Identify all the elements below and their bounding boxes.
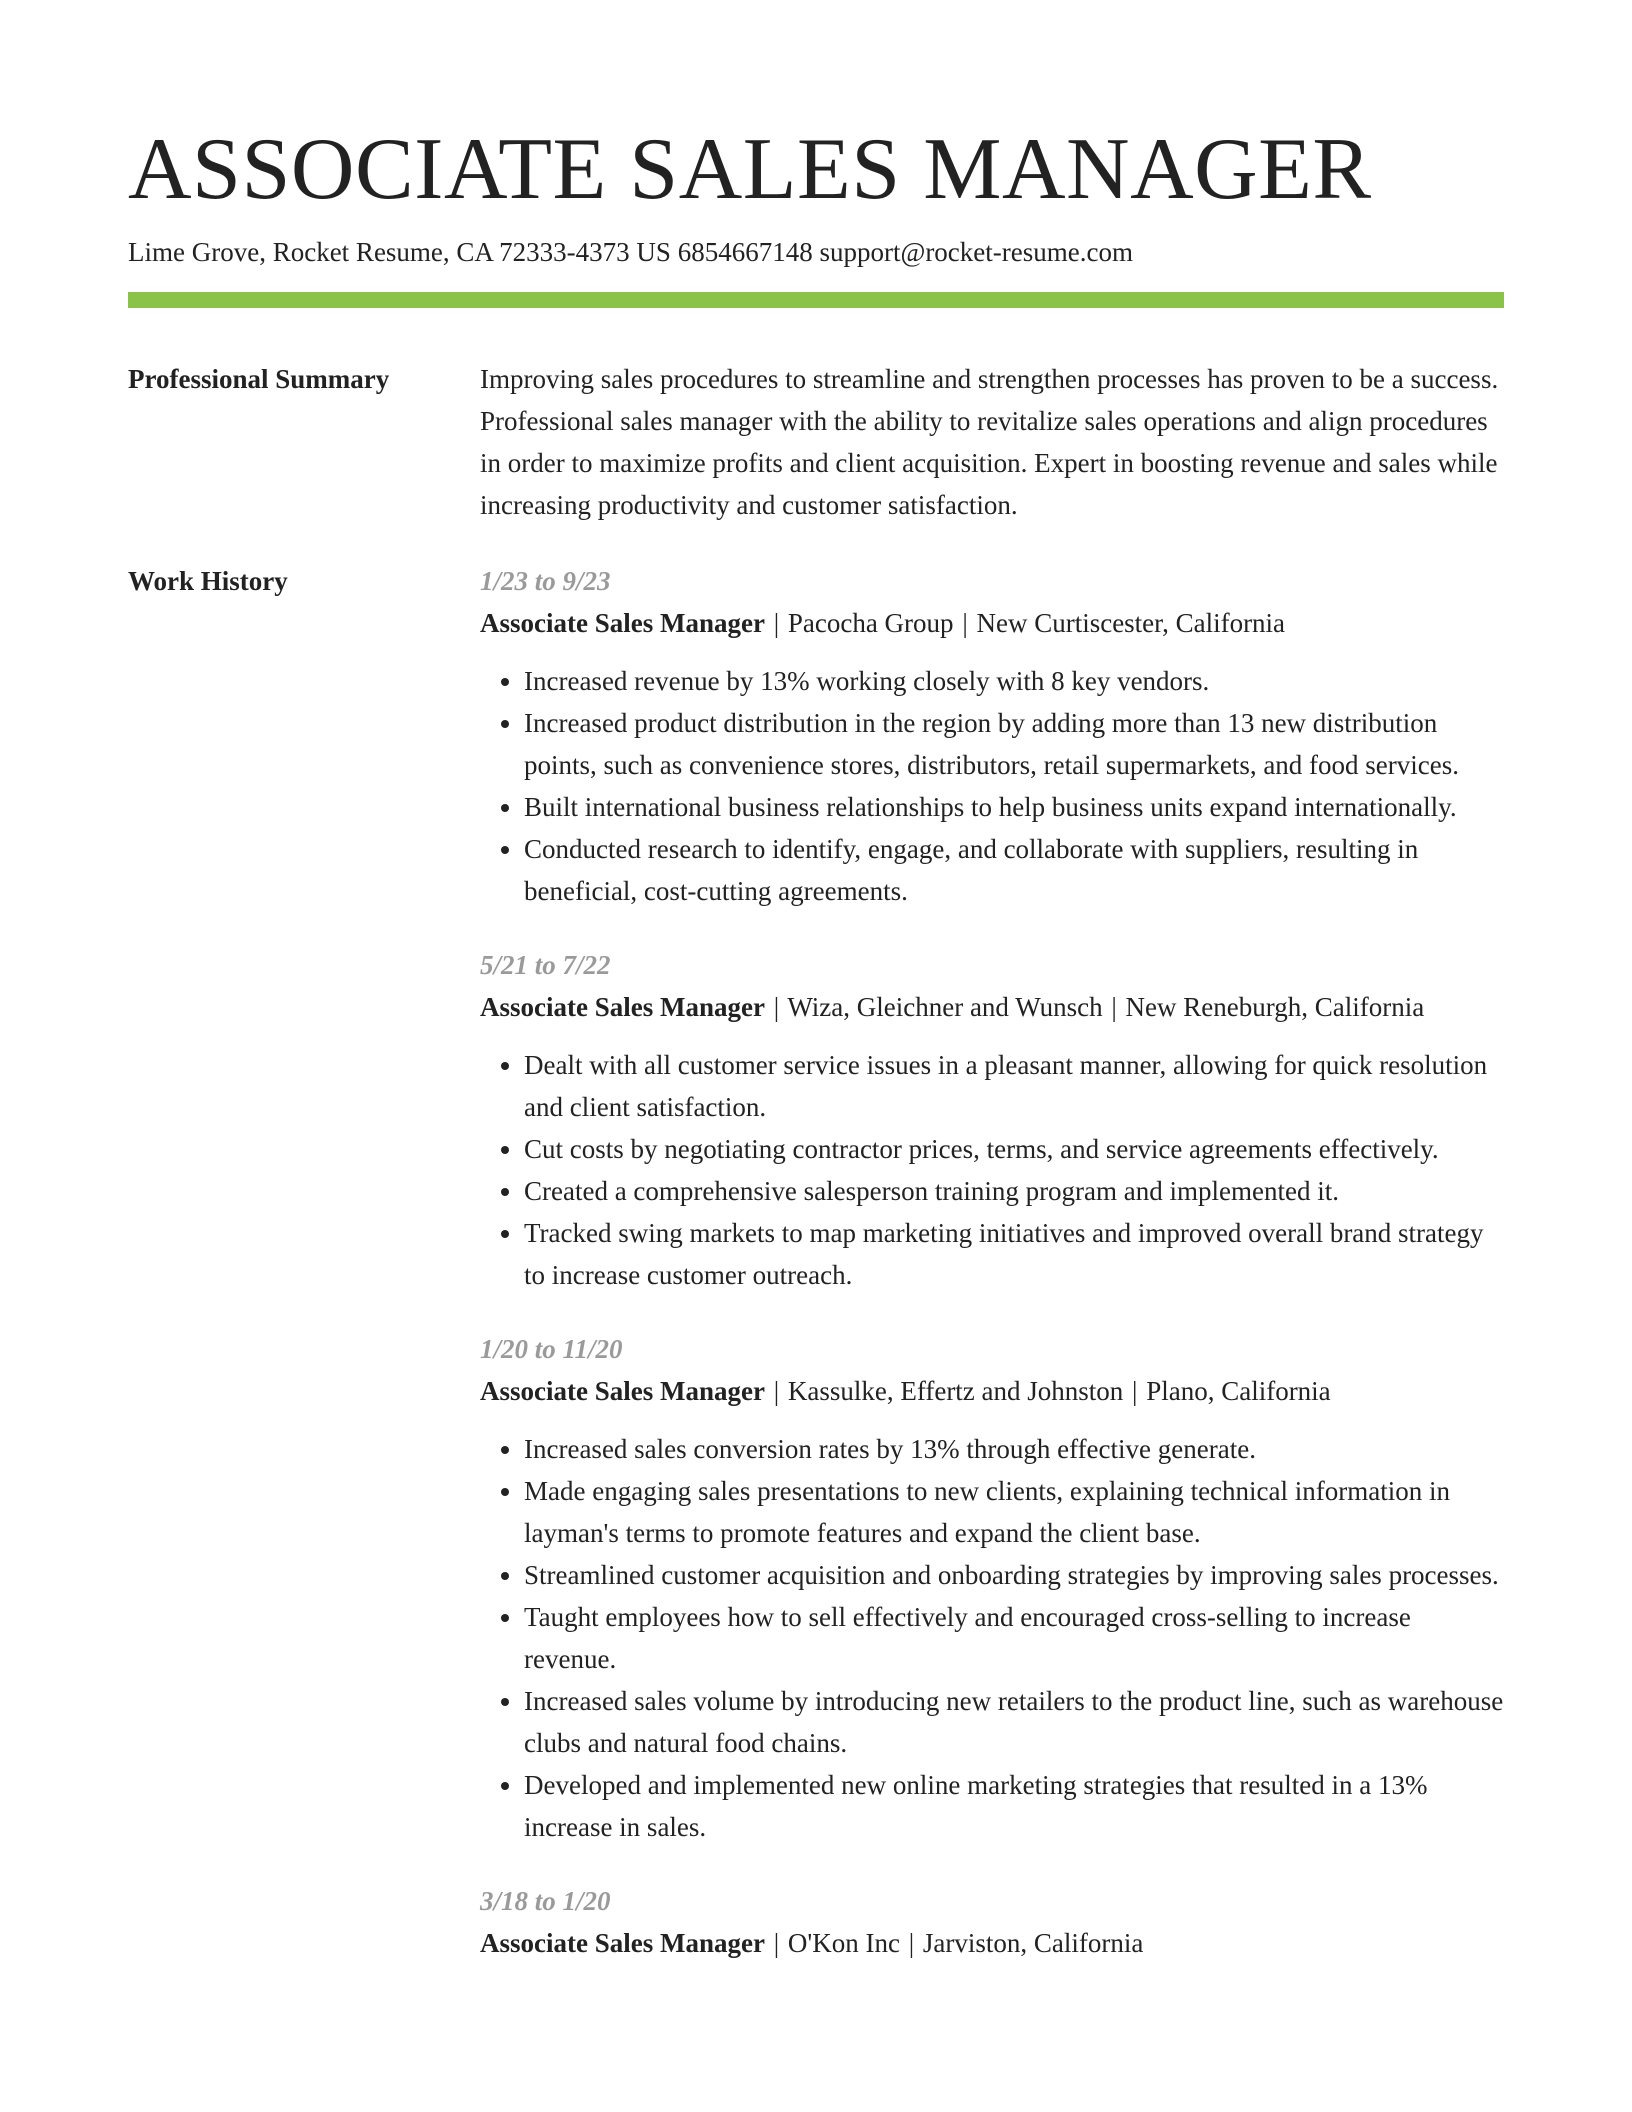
job-bullet-item: • Developed and implemented new online marketing strategies that resulted in a 13% increase in sales. [524, 1764, 1504, 1848]
job-bullet-item: • Cut costs by negotiating contractor prices, terms, and service agreements effectively. [524, 1128, 1504, 1170]
job-entry [480, 1328, 1504, 1848]
job-bullet-item: • Tracked swing markets to map marketing initiatives and improved overall brand strategy to increase customer outreach. [524, 1212, 1504, 1296]
job-bullet-item: • Increased sales volume by introducing new retailers to the product line, such as warehouse clubs and natural food chains. [524, 1680, 1504, 1764]
job-dates: 5/21 to 7/22 [480, 950, 611, 980]
job-entry [480, 560, 1504, 912]
work-history-body [480, 560, 1504, 1964]
summary-text: Improving sales procedures to streamline and strengthen processes has proven to be a success. Professional sales manager with the ability to revitalize sales operations and align procedures in order to maximize profits and client acquisition. Expert in boosting revenue and sales while increasing productivity and customer satisfaction. [480, 364, 1499, 520]
job-title: Associate Sales Manager [480, 1928, 765, 1958]
job-heading-line [480, 986, 1504, 1028]
job-title: Associate Sales Manager [480, 992, 765, 1022]
job-bullet-list [480, 1044, 1504, 1296]
job-company: O'Kon Inc [787, 1928, 900, 1958]
job-bullet-list [480, 660, 1504, 912]
job-bullet-item: • Built international business relationships to help business units expand internationally. [524, 786, 1504, 828]
job-dates: 3/18 to 1/20 [480, 1886, 611, 1916]
job-dates: 1/23 to 9/23 [480, 566, 611, 596]
job-bullet-item: • Increased revenue by 13% working closely with 8 key vendors. [524, 660, 1504, 702]
job-company: Kassulke, Effertz and Johnston [787, 1376, 1124, 1406]
job-heading-line [480, 1922, 1504, 1964]
job-location: New Curtiscester, California [976, 608, 1286, 638]
job-bullet-item: • Taught employees how to sell effectively and encouraged cross-selling to increase revenue. [524, 1596, 1504, 1680]
job-title: Associate Sales Manager [480, 1376, 765, 1406]
job-separator: | [908, 1928, 915, 1958]
job-company: Wiza, Gleichner and Wunsch [787, 992, 1103, 1022]
job-separator: | [1132, 1376, 1138, 1406]
job-bullet-item: • Dealt with all customer service issues in a pleasant manner, allowing for quick resolution and client satisfaction. [524, 1044, 1504, 1128]
resume-name-heading: ASSOCIATE SALES MANAGER [128, 121, 1372, 218]
job-location: Jarviston, California [922, 1928, 1144, 1958]
section-title-professional-summary: Professional Summary [128, 364, 390, 394]
job-bullet-item: • Streamlined customer acquisition and onboarding strategies by improving sales processes. [524, 1554, 1504, 1596]
job-bullet-item: • Conducted research to identify, engage, and collaborate with suppliers, resulting in beneficial, cost-cutting agreements. [524, 828, 1504, 912]
resume-page [128, 0, 1504, 1964]
contact-line [128, 234, 1504, 270]
job-location: Plano, California [1146, 1376, 1331, 1406]
job-heading-line [480, 1370, 1504, 1412]
job-bullet-item: • Increased product distribution in the region by adding more than 13 new distribution points, such as convenience stores, distributors, retail supermarkets, and food services. [524, 702, 1504, 786]
job-bullet-item: • Increased sales conversion rates by 13% through effective generate. [524, 1428, 1504, 1470]
job-separator: | [1111, 992, 1117, 1022]
contact-address: Lime Grove, Rocket Resume, CA 72333-4373 US [128, 237, 671, 267]
job-separator: | [773, 1376, 780, 1406]
job-separator: | [773, 608, 780, 638]
job-dates: 1/20 to 11/20 [480, 1334, 623, 1364]
job-heading-line [480, 602, 1504, 644]
job-entry [480, 944, 1504, 1296]
job-bullet-item: • Made engaging sales presentations to new clients, explaining technical information in layman's terms to promote features and expand the client base. [524, 1470, 1504, 1554]
section-title-work-history: Work History [128, 566, 288, 596]
job-entry [480, 1880, 1504, 1964]
job-separator: | [962, 608, 968, 638]
job-bullet-item: • Created a comprehensive salesperson training program and implemented it. [524, 1170, 1504, 1212]
job-separator: | [773, 992, 780, 1022]
job-title: Associate Sales Manager [480, 608, 765, 638]
contact-email[interactable]: support@rocket-resume.com [819, 237, 1133, 267]
contact-phone: 6854667148 [677, 237, 813, 267]
job-separator: | [773, 1928, 780, 1958]
accent-divider [128, 292, 1504, 308]
summary-body [480, 358, 1504, 526]
job-company: Pacocha Group [787, 608, 954, 638]
job-bullet-list [480, 1428, 1504, 1848]
job-location: New Reneburgh, California [1125, 992, 1425, 1022]
work-history-section [128, 560, 1504, 1964]
professional-summary-section [128, 358, 1504, 526]
